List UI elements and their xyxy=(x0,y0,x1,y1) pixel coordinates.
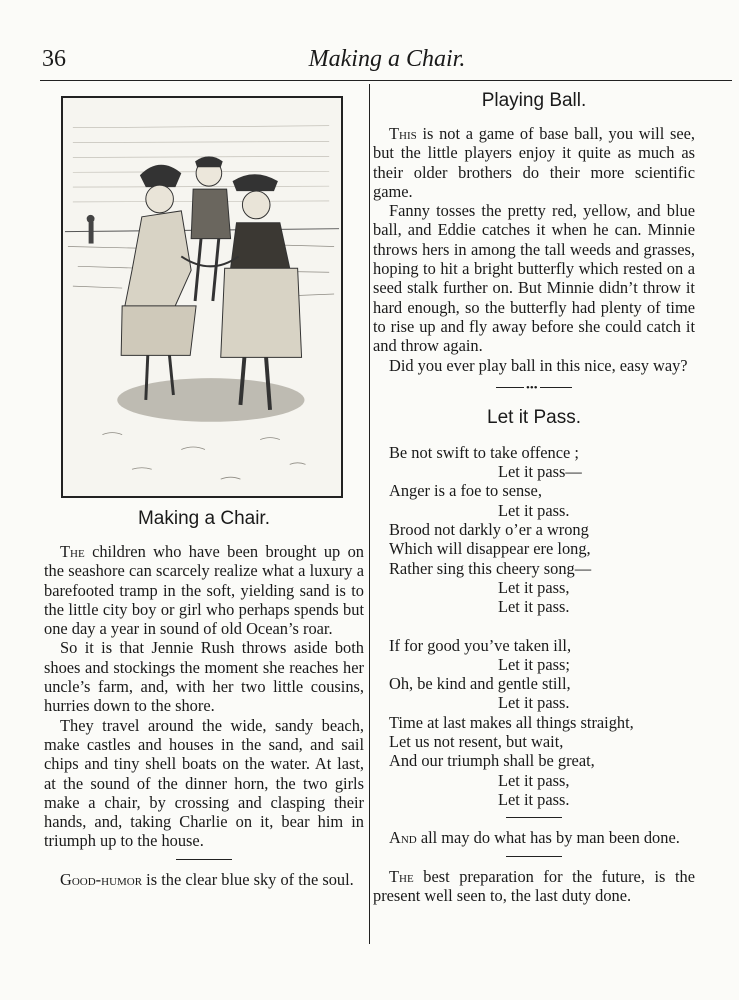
poem-line: Brood not darkly o’er a wrong xyxy=(389,520,589,540)
page-header xyxy=(42,44,732,76)
paragraph: The children who have been brought up on the seashore can scarcely realize what a luxury a barefooted tramp in the soft, yielding sand is to the little city boy or girl who perhaps spends but one day a year in sound of old Ocean’s roar. xyxy=(44,542,364,639)
header-rule xyxy=(40,80,732,81)
poem-refrain: Let it pass, xyxy=(498,770,570,790)
maxim-and-all-may-do: And all may do what has by man been done. xyxy=(389,828,680,848)
article-title-playing-ball: Playing Ball. xyxy=(481,90,587,111)
paragraph: So it is that Jennie Rush throws aside both shoes and stockings the moment she reaches her uncle’s farm, and, with her two little cousins, hurries down to the shore. xyxy=(44,638,364,716)
proverb-good-humor: Good-humor is the clear blue sky of the soul. xyxy=(60,869,354,889)
poem-line: Time at last makes all things straight, xyxy=(389,712,634,732)
poem-line: Anger is a foe to sense, xyxy=(389,481,542,501)
poem-line: And our triumph shall be great, xyxy=(389,751,595,771)
right-column xyxy=(373,90,695,905)
poem-line: Be not swift to take offence ; xyxy=(389,442,579,462)
paragraph: This is not a game of base ball, you will see, but the little players enjoy it quite as much as their older brothers do their more scientific game. xyxy=(373,124,695,201)
article-title-making-a-chair: Making a Chair. xyxy=(137,508,270,529)
paragraph: They travel around the wide, sandy beach, make castles and houses in the sand, and sail chips and tiny shell boats on the water. At last, at the sound of the dinner horn, the two girls make a chair, by crossing and clasping their hands, and, taking Charlie on it, bear him in triumph up to the house. xyxy=(44,715,364,851)
poem-line: Rather sing this cheery song— xyxy=(389,558,592,578)
poem-title-let-it-pass: Let it Pass. xyxy=(487,406,581,428)
poem-refrain: Let it pass. xyxy=(498,789,570,809)
paragraph: Fanny tosses the pretty red, yellow, and blue ball, and Eddie catches it when he can. Minnie throws hers in among the tall weeds and grasses, hoping to hit a bright butterfly which rested on a seed stalk further on. But Minnie didn’t throw it hard enough, so the butterfly had plenty of time to rise up and fly away before she could catch it and throw again. xyxy=(373,201,695,356)
left-column xyxy=(44,96,364,889)
poem-refrain: Let it pass; xyxy=(498,654,570,674)
poem-line: If for good you’ve taken ill, xyxy=(389,635,572,655)
poem-line: Which will disappear ere long, xyxy=(389,539,591,559)
column-divider xyxy=(369,84,370,944)
poem-refrain: Let it pass. xyxy=(498,500,570,520)
poem-line: Let us not resent, but wait, xyxy=(389,732,564,752)
poem-refrain: Let it pass, xyxy=(498,577,570,597)
ornamental-rule: ••• xyxy=(496,383,572,393)
maxim-best-preparation: The best preparation for the future, is the present well seen to, the last duty done. xyxy=(373,866,695,905)
page-number: 36 xyxy=(42,46,66,72)
paragraph: Did you ever play ball in this nice, easy way? xyxy=(389,355,688,375)
poem-let-it-pass xyxy=(373,443,695,809)
section-rule xyxy=(506,817,562,818)
illustration-children-chair xyxy=(61,96,343,498)
running-title: Making a Chair. xyxy=(308,46,466,72)
engraving-image xyxy=(63,98,341,496)
poem-refrain: Let it pass. xyxy=(498,693,570,713)
poem-refrain: Let it pass. xyxy=(498,597,570,617)
section-rule xyxy=(176,859,232,860)
section-rule xyxy=(506,856,562,857)
poem-line: Oh, be kind and gentle still, xyxy=(389,674,571,694)
poem-refrain: Let it pass— xyxy=(498,462,582,482)
